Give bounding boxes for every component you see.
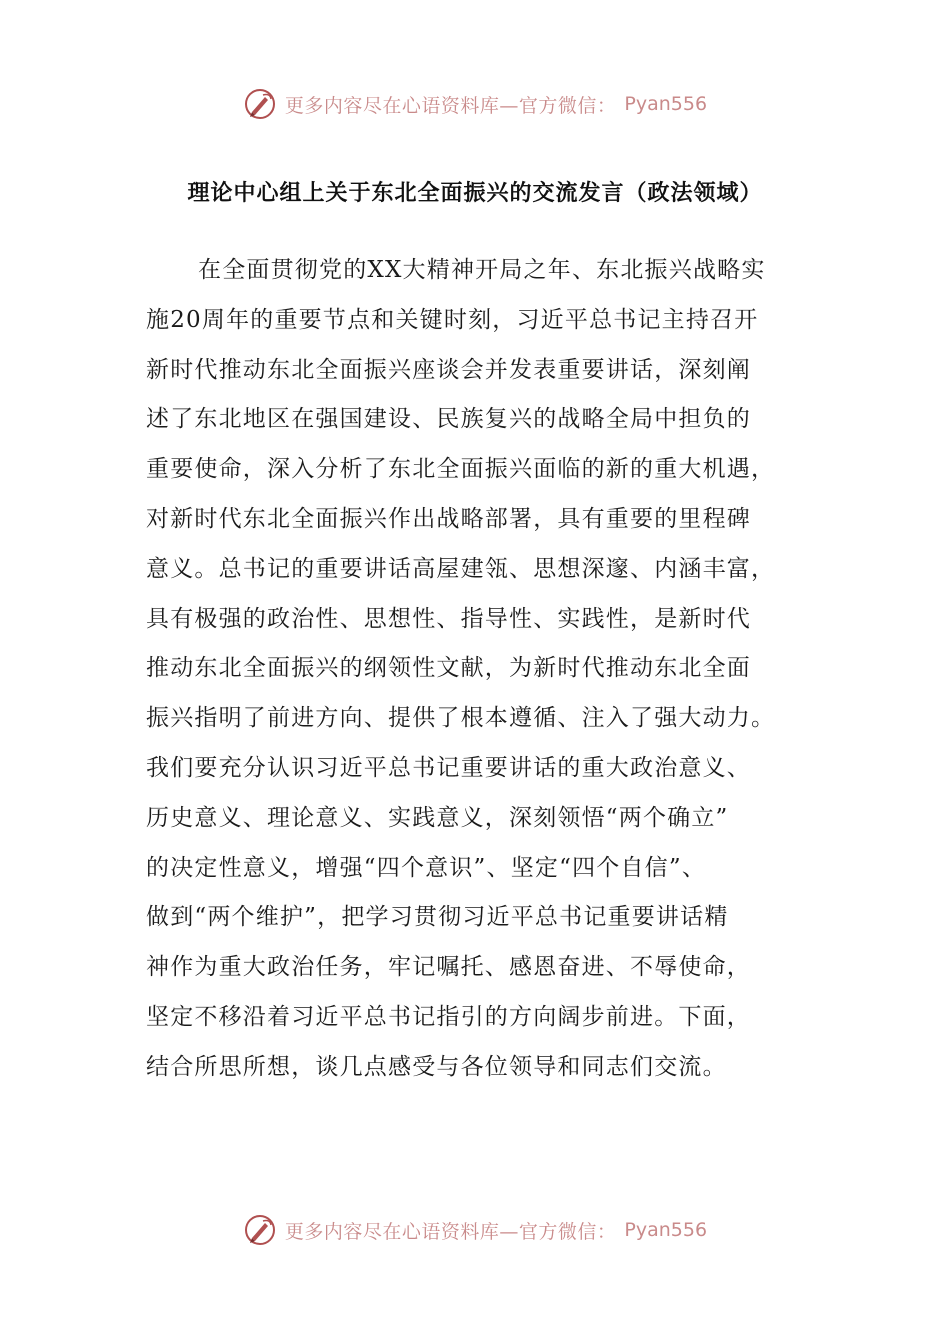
paragraph-line: 意义。总书记的重要讲话高屋建瓴、思想深邃、内涵丰富，	[146, 555, 776, 582]
paragraph-line: 推动东北全面振兴的纲领性文献，为新时代推动东北全面	[146, 655, 751, 682]
paragraph-line: 我们要充分认识习近平总书记重要讲话的重大政治意义、	[146, 754, 751, 781]
pen-logo-icon	[243, 1213, 277, 1247]
watermark-header	[0, 82, 950, 126]
paragraph-line: 新时代推动东北全面振兴座谈会并发表重要讲话，深刻阐	[146, 356, 751, 383]
paragraph-line: 具有极强的政治性、思想性、指导性、实践性，是新时代	[146, 605, 751, 632]
watermark-wechat-id: Pyan556	[624, 93, 708, 115]
paragraph-line: 历史意义、理论意义、实践意义，深刻领悟“两个确立”	[146, 804, 729, 831]
paragraph-line: 施20周年的重要节点和关键时刻，习近平总书记主持召开	[146, 306, 759, 333]
paragraph-line: 述了东北地区在强国建设、民族复兴的战略全局中担负的	[146, 406, 751, 433]
paragraph-line: 做到“两个维护”，把学习贯彻习近平总书记重要讲话精	[146, 904, 729, 931]
watermark-footer	[0, 1208, 950, 1252]
paragraph-line: 的决定性意义，增强“四个意识”、坚定“四个自信”、	[146, 854, 707, 881]
document-paragraph	[146, 246, 806, 1093]
document-title: 理论中心组上关于东北全面振兴的交流发言（政法领域）	[187, 181, 763, 206]
paragraph-line: 对新时代东北全面振兴作出战略部署，具有重要的里程碑	[146, 505, 751, 532]
pen-logo-icon	[243, 87, 277, 121]
paragraph-line: 结合所思所想，谈几点感受与各位领导和同志们交流。	[146, 1053, 727, 1080]
watermark-wechat-id: Pyan556	[624, 1219, 708, 1241]
paragraph-line: 在全面贯彻党的XX大精神开局之年、东北振兴战略实	[198, 257, 766, 283]
paragraph-line: 重要使命，深入分析了东北全面振兴面临的新的重大机遇，	[146, 456, 776, 483]
watermark-text: 更多内容尽在心语资料库—官方微信：	[284, 1220, 617, 1243]
paragraph-line: 振兴指明了前进方向、提供了根本遵循、注入了强大动力。	[146, 705, 776, 732]
watermark-text: 更多内容尽在心语资料库—官方微信：	[284, 94, 617, 117]
paragraph-line: 坚定不移沿着习近平总书记指引的方向阔步前进。下面，	[146, 1003, 751, 1030]
paragraph-line: 神作为重大政治任务，牢记嘱托、感恩奋进、不辱使命，	[146, 954, 751, 981]
